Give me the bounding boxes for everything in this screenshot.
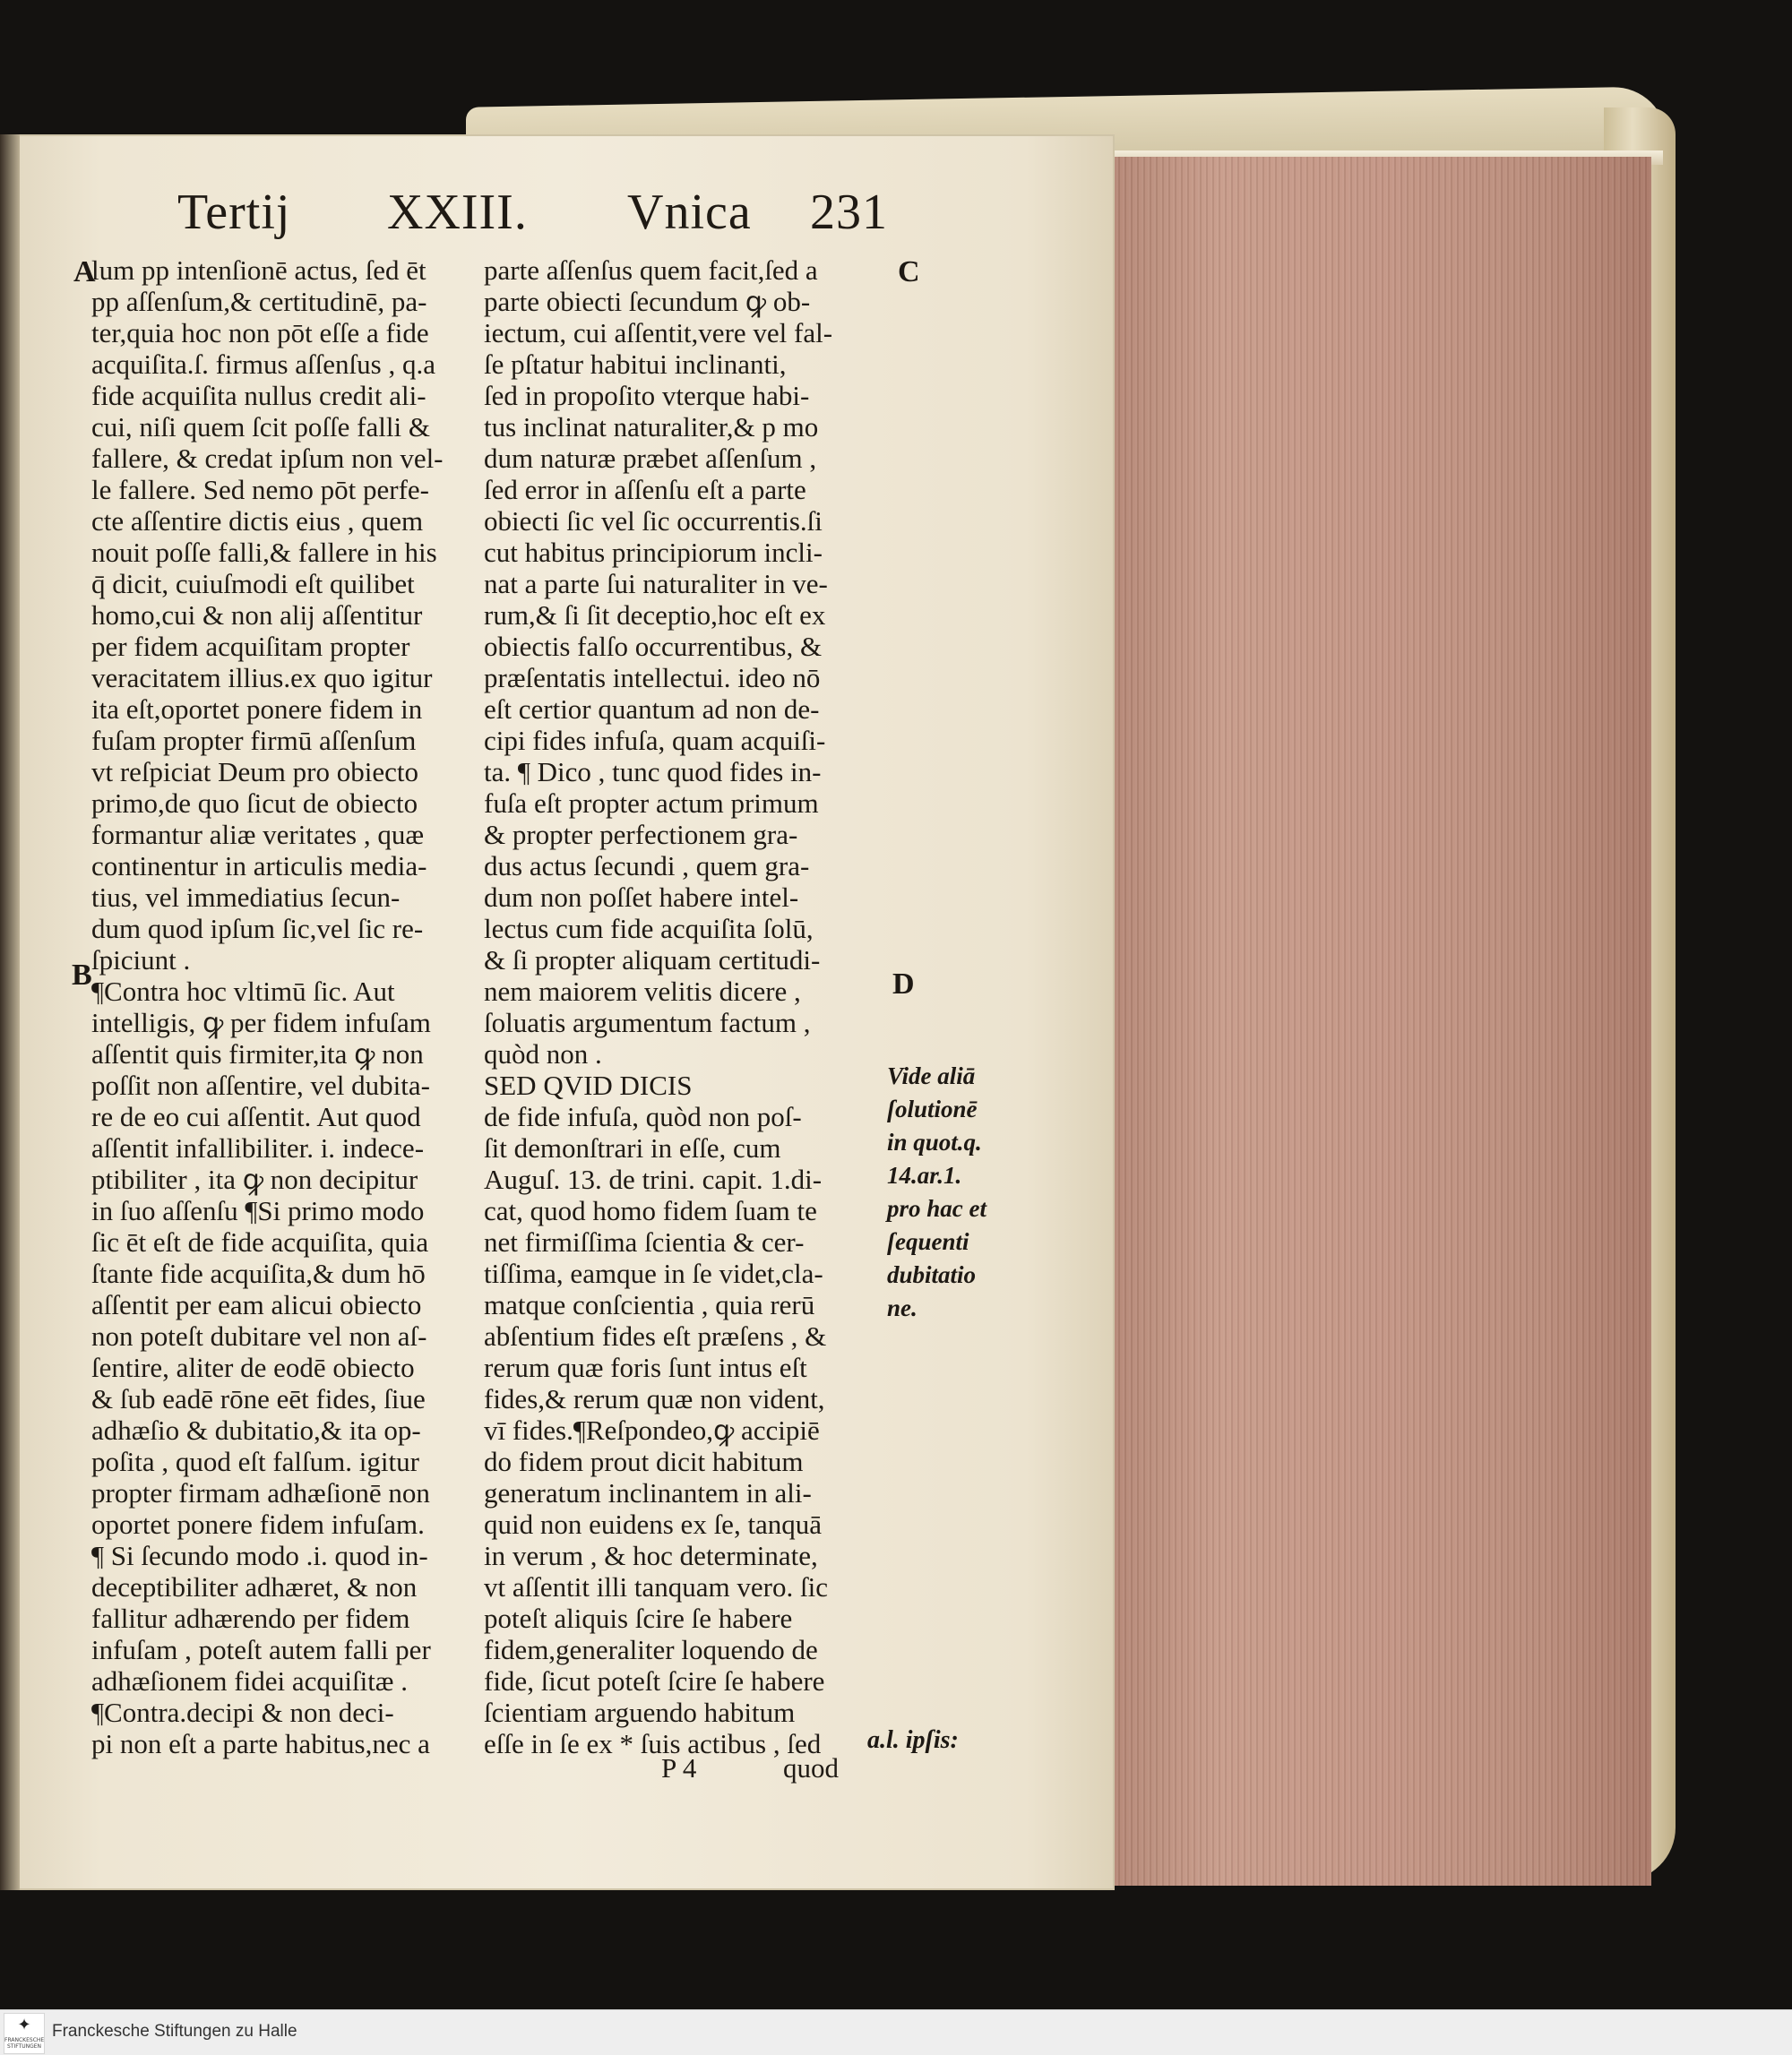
- margin-letter-d: D: [892, 967, 915, 1001]
- text-line: non poteſt dubitare vel non aſ-: [91, 1320, 427, 1352]
- text-line: eſt certior quantum ad non de-: [484, 693, 820, 725]
- margin-note-line: 14.ar.1.: [887, 1162, 962, 1189]
- text-line: in verum , & hoc determinate,: [484, 1540, 818, 1571]
- text-line: fides,& rerum quæ non vident,: [484, 1383, 825, 1414]
- text-line: eſſe in ſe ex * ſuis actibus , ſed: [484, 1728, 822, 1759]
- margin-note-line: ſequenti: [887, 1228, 969, 1255]
- text-line: ¶ Si ſecundo modo .i. quod in-: [91, 1540, 428, 1571]
- margin-note-line: Vide aliā: [887, 1062, 976, 1089]
- running-head-center: XXIII.: [387, 185, 528, 240]
- text-line: poſſit non aſſentire, vel dubita-: [91, 1070, 430, 1101]
- text-line: iectum, cui aſſentit,vere vel fal-: [484, 317, 833, 348]
- text-line: nat a parte ſui naturaliter in ve-: [484, 568, 828, 599]
- text-line: per fidem acquiſitam propter: [91, 631, 410, 662]
- margin-note-line: ſolutionē: [887, 1096, 978, 1122]
- text-line: & ſub eadē rōne eēt fides, ſiue: [91, 1383, 426, 1414]
- text-line: dum naturæ præbet aſſenſum ,: [484, 443, 817, 474]
- text-line: cipi fides infuſa, quam acquiſi-: [484, 725, 826, 756]
- institution-logo: [4, 2013, 45, 2054]
- text-line: quid non euidens ex ſe, tanquā: [484, 1509, 823, 1540]
- text-line: aſſentit per eam alicui obiecto: [91, 1289, 422, 1320]
- text-line: rum,& ſi ſit deceptio,hoc eſt ex: [484, 599, 826, 631]
- text-line: fide acquiſita nullus credit ali-: [91, 380, 426, 411]
- red-fore-edge: [1107, 157, 1651, 1886]
- text-line: ¶Contra.decipi & non deci-: [91, 1697, 394, 1728]
- margin-note: [887, 1060, 1012, 1325]
- text-line: ita eſt,oportet ponere fidem in: [91, 693, 423, 725]
- text-line: oportet ponere fidem infuſam.: [91, 1509, 425, 1540]
- text-line: tiſſima, eamque in ſe videt,cla-: [484, 1258, 823, 1289]
- text-line: ſoluatis argumentum factum ,: [484, 1007, 811, 1038]
- text-line: nem maiorem velitis dicere ,: [484, 976, 801, 1007]
- text-line: deceptibiliter adhæret, & non: [91, 1571, 418, 1603]
- text-line: vī fides.¶Reſpondeo,ꝙ accipiē: [484, 1414, 820, 1446]
- text-line: tius, vel immediatius ſecun-: [91, 881, 401, 913]
- running-head-left: Tertij: [177, 185, 291, 240]
- running-head-right: Vnica: [627, 185, 752, 240]
- text-line: ſcientiam arguendo habitum: [484, 1697, 796, 1728]
- text-line: poſita , quod eſt falſum. igitur: [91, 1446, 419, 1477]
- text-line: lum pp intenſionē actus, ſed ēt: [91, 254, 426, 286]
- text-line: obiectis falſo occurrentibus, &: [484, 631, 823, 662]
- text-line: ſe pſtatur habitui inclinanti,: [484, 348, 787, 380]
- text-line: poteſt aliquis ſcire ſe habere: [484, 1603, 793, 1634]
- text-line: cte aſſentire dictis eius , quem: [91, 505, 424, 537]
- catchword: quod: [783, 1752, 839, 1784]
- text-line: ſtante fide acquiſita,& dum hō: [91, 1258, 426, 1289]
- text-line: ta. ¶ Dico , tunc quod fides in-: [484, 756, 822, 787]
- gutter-shadow: [0, 134, 20, 1890]
- margin-letter-c: C: [898, 255, 920, 288]
- text-line: fuſam propter firmū aſſenſum: [91, 725, 417, 756]
- text-line: aſſentit infallibiliter. i. indece-: [91, 1132, 425, 1164]
- text-line: net firmiſſima ſcientia & cer-: [484, 1226, 805, 1258]
- text-line: dum non poſſet habere intel-: [484, 881, 799, 913]
- text-line: ſentire, aliter de eodē obiecto: [91, 1352, 415, 1383]
- text-line: fuſa eſt propter actum primum: [484, 787, 819, 819]
- text-line: adhæſio & dubitatio,& ita op-: [91, 1414, 421, 1446]
- text-line: nouit poſſe falli,& fallere in his: [91, 537, 437, 568]
- text-column-right: [484, 254, 919, 1759]
- margin-letter-a: A: [73, 255, 96, 288]
- text-line: cat, quod homo fidem ſuam te: [484, 1195, 817, 1226]
- text-line: acquiſita.ſ. firmus aſſenſus , q.a: [91, 348, 435, 380]
- text-line: fide, ſicut poteſt ſcire ſe habere: [484, 1665, 825, 1697]
- text-line: ter,quia hoc non pōt eſſe a fide: [91, 317, 429, 348]
- text-line: & ſi propter aliquam certitudi-: [484, 944, 821, 976]
- text-line: tus inclinat naturaliter,& p mo: [484, 411, 819, 443]
- text-line: cui, niſi quem ſcit poſſe falli &: [91, 411, 430, 443]
- text-line: de fide infuſa, quòd non poſ-: [484, 1101, 802, 1132]
- text-line: infuſam , poteſt autem falli per: [91, 1634, 431, 1665]
- text-line: intelligis, ꝙ per fidem infuſam: [91, 1007, 431, 1038]
- text-line: matque conſcientia , quia rerū: [484, 1289, 815, 1320]
- margin-letter-b: B: [72, 959, 92, 992]
- text-line: ſed error in aſſenſu eſt a parte: [484, 474, 806, 505]
- text-line: obiecti ſic vel ſic occurrentis.ſi: [484, 505, 823, 537]
- text-line: abſentium fides eſt præſens , &: [484, 1320, 827, 1352]
- text-line: primo,de quo ſicut de obiecto: [91, 787, 418, 819]
- text-line: cut habitus principiorum incli-: [484, 537, 823, 568]
- text-line: do fidem prout dicit habitum: [484, 1446, 804, 1477]
- side-note: a.l. ipſis:: [867, 1726, 959, 1754]
- text-line: dum quod ipſum ſic,vel ſic re-: [91, 913, 424, 944]
- text-line: ſpiciunt .: [91, 944, 191, 976]
- text-line: Auguſ. 13. de trini. capit. 1.di-: [484, 1164, 823, 1195]
- text-line: pi non eſt a parte habitus,nec a: [91, 1728, 430, 1759]
- text-line: propter firmam adhæſionē non: [91, 1477, 430, 1509]
- text-line: rerum quæ foris ſunt intus eſt: [484, 1352, 807, 1383]
- text-line: le fallere. Sed nemo pōt perfe-: [91, 474, 429, 505]
- logo-text: FRANCKESCHE STIFTUNGEN: [4, 2037, 45, 2050]
- page-number: 231: [810, 185, 888, 240]
- text-line: præſentatis intellectui. ideo nō: [484, 662, 821, 693]
- text-line: continentur in articulis media-: [91, 850, 427, 881]
- text-line: ſed in propoſito vterque habi-: [484, 380, 810, 411]
- text-line: ¶Contra hoc vltimū ſic. Aut: [91, 976, 395, 1007]
- text-line: aſſentit quis firmiter,ita ꝙ non: [91, 1038, 424, 1070]
- signature-mark: P 4: [661, 1752, 697, 1784]
- text-line: lectus cum fide acquiſita ſolū,: [484, 913, 814, 944]
- text-line: in ſuo aſſenſu ¶Si primo modo: [91, 1195, 425, 1226]
- text-line: ſic ēt eſt de fide acquiſita, quia: [91, 1226, 429, 1258]
- text-line: re de eo cui aſſentit. Aut quod: [91, 1101, 421, 1132]
- text-line: adhæſionem fidei acquiſitæ .: [91, 1665, 408, 1697]
- margin-note-line: in quot.q.: [887, 1129, 982, 1156]
- logo-emblem-icon: ✦: [17, 2016, 31, 2034]
- text-line: parte aſſenſus quem facit,ſed a: [484, 254, 818, 286]
- text-line: fidem,generaliter loquendo de: [484, 1634, 818, 1665]
- text-line: vt reſpiciat Deum pro obiecto: [91, 756, 418, 787]
- text-line: quòd non .: [484, 1038, 602, 1070]
- text-line: formantur aliæ veritates , quæ: [91, 819, 425, 850]
- text-line: parte obiecti ſecundum ꝙ ob-: [484, 286, 811, 317]
- text-line: generatum inclinantem in ali-: [484, 1477, 812, 1509]
- margin-note-line: pro hac et: [887, 1195, 986, 1222]
- margin-note-line: dubitatio: [887, 1261, 977, 1288]
- text-line: SED QVID DICIS: [484, 1070, 693, 1101]
- text-line: veracitatem illius.ex quo igitur: [91, 662, 433, 693]
- footer-bar: [0, 2009, 1792, 2055]
- text-line: ptibiliter , ita ꝙ non decipitur: [91, 1164, 418, 1195]
- text-line: pp aſſenſum,& certitudinē, pa-: [91, 286, 427, 317]
- text-line: q̄ dicit, cuiuſmodi eſt quilibet: [91, 568, 415, 599]
- text-line: dus actus ſecundi , quem gra-: [484, 850, 810, 881]
- margin-note-line: ne.: [887, 1294, 918, 1321]
- text-line: & propter perfectionem gra-: [484, 819, 798, 850]
- text-line: homo,cui & non alij aſſentitur: [91, 599, 423, 631]
- text-line: fallere, & credat ipſum non vel-: [91, 443, 444, 474]
- text-line: ſit demonſtrari in eſſe, cum: [484, 1132, 781, 1164]
- text-line: vt aſſentit illi tanquam vero. ſic: [484, 1571, 828, 1603]
- institution-name: Franckesche Stiftungen zu Halle: [52, 2022, 297, 2041]
- text-line: fallitur adhærendo per fidem: [91, 1603, 410, 1634]
- text-column-left: [91, 254, 468, 1759]
